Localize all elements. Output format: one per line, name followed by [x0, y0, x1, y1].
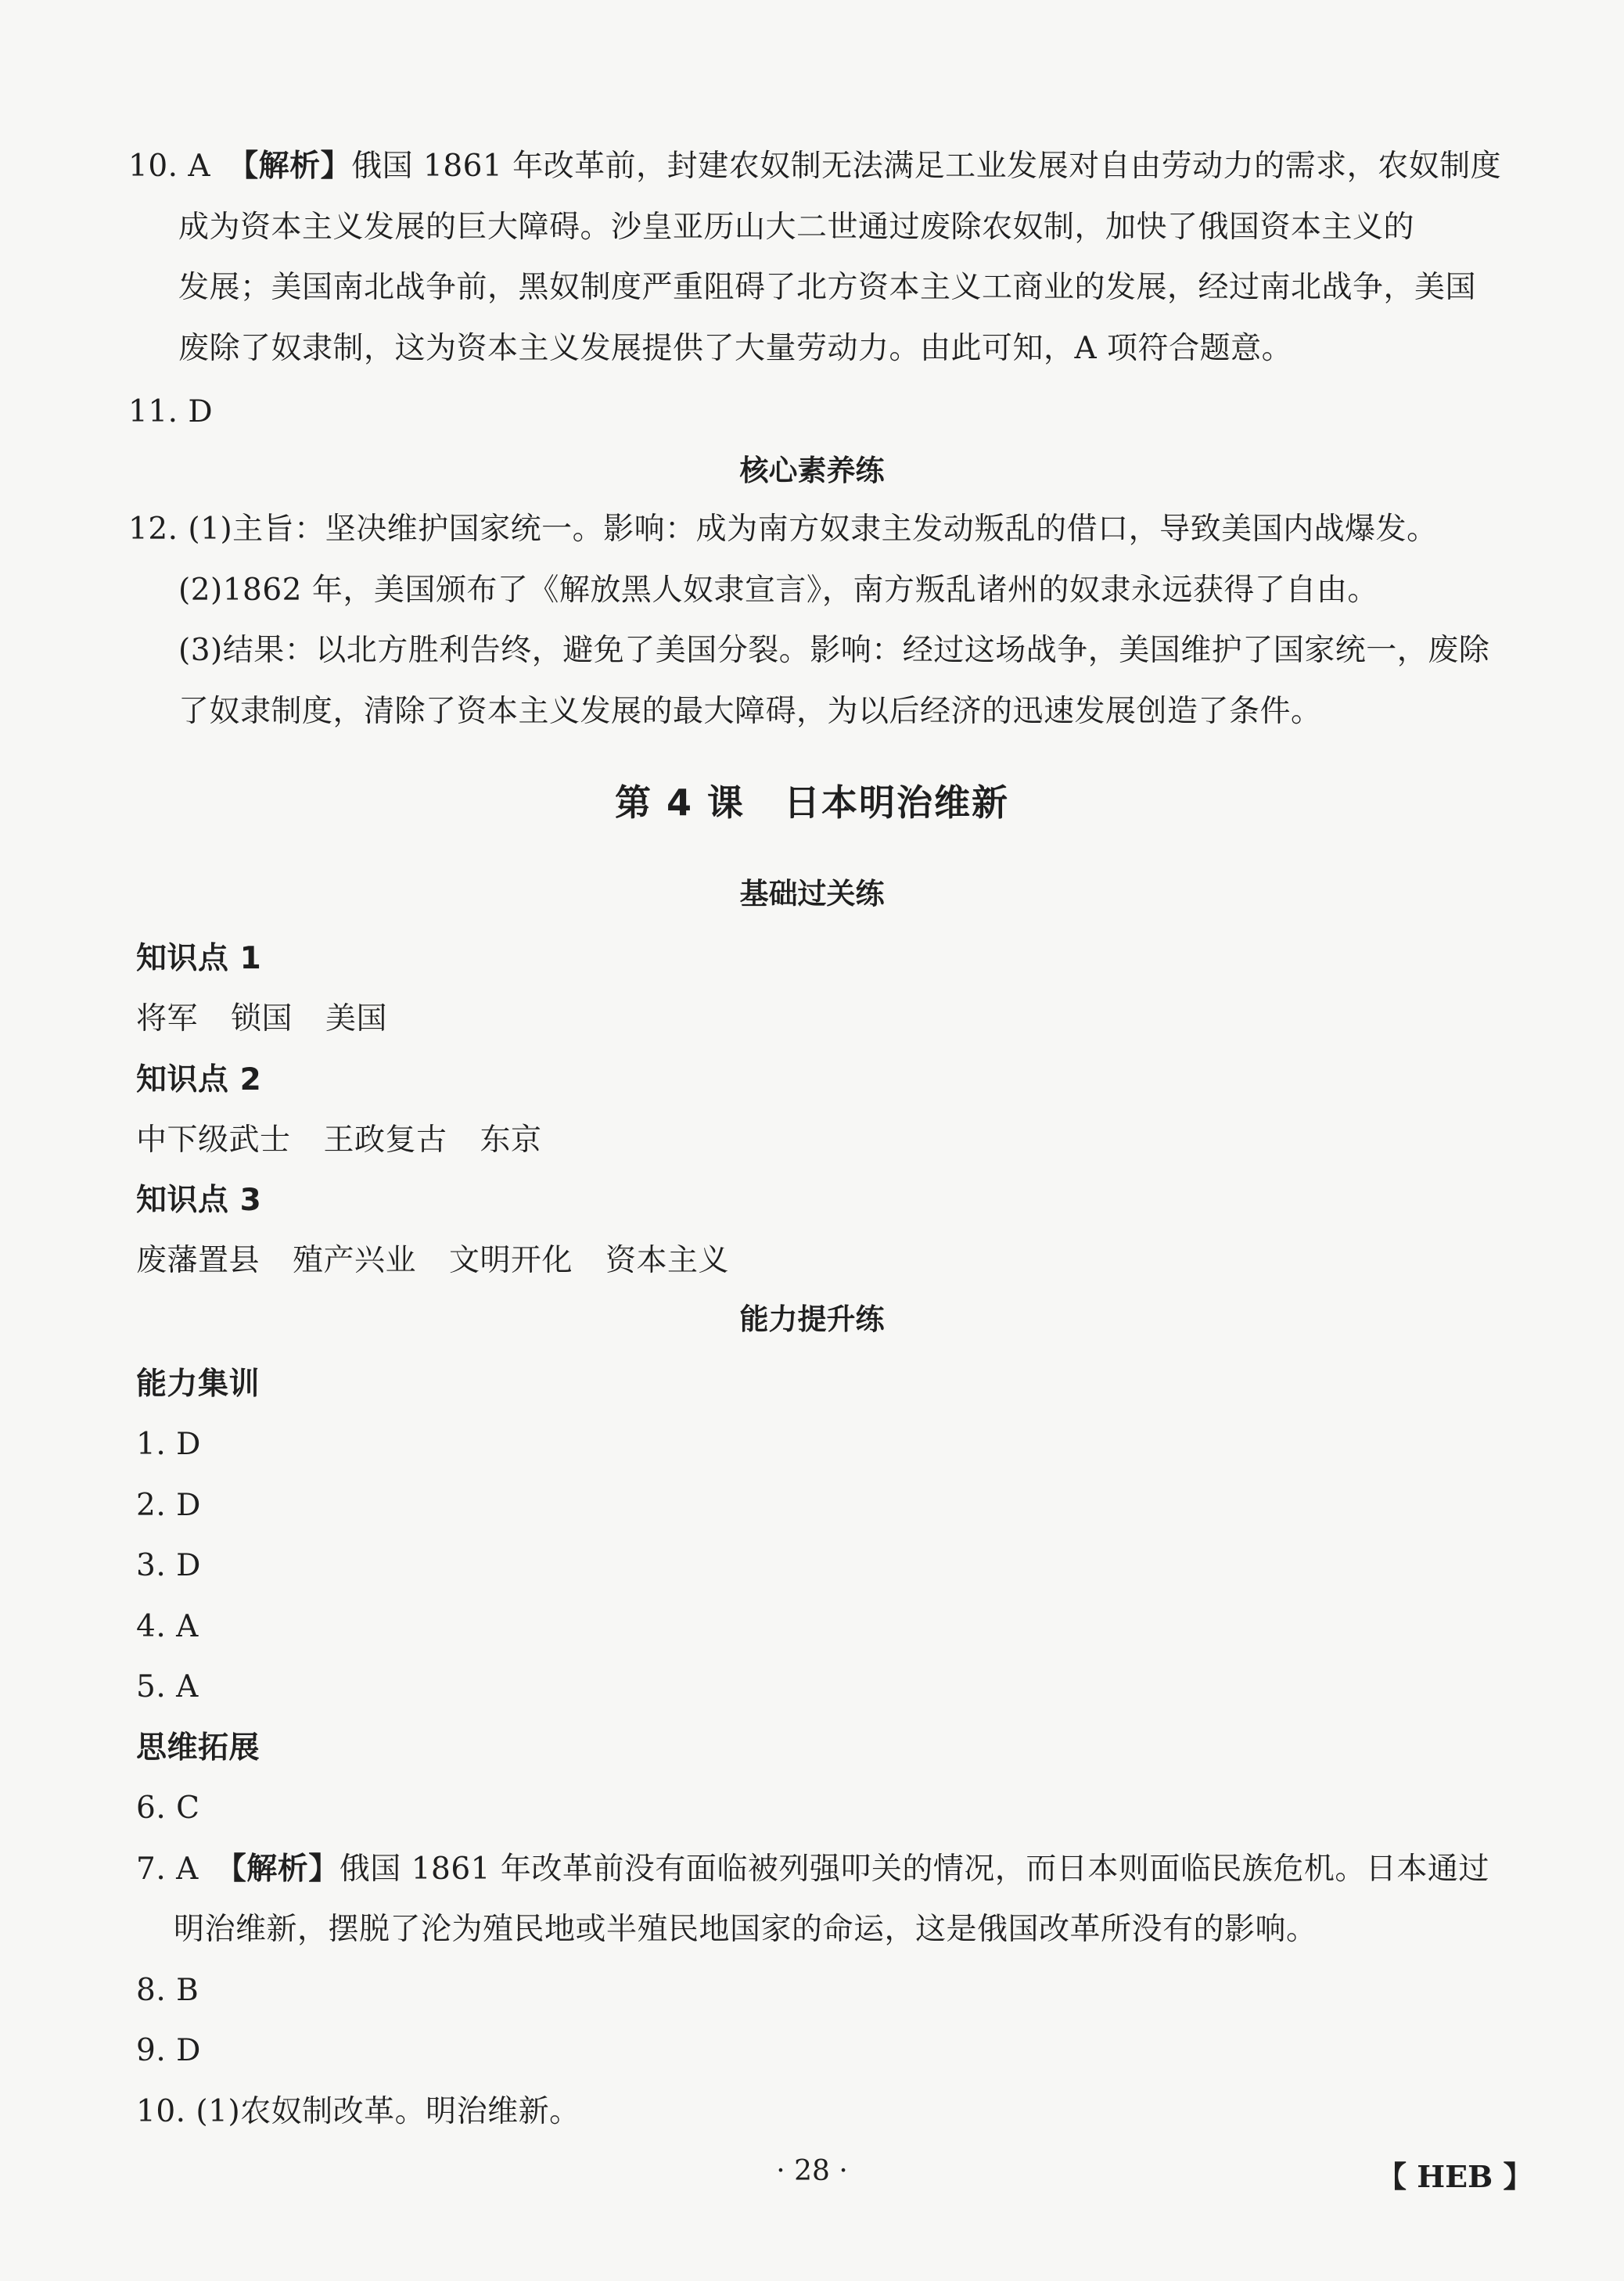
q11-answer: 11. D: [128, 394, 214, 429]
basic-section-title: 基础过关练: [739, 877, 885, 911]
q8-answer: 8. B: [136, 1973, 199, 2008]
q10-line1: 俄国 1861 年改革前，封建农奴制无法满足工业发展对自由劳动力的需求，农奴制度: [351, 149, 1502, 184]
ability-section-title: 能力提升练: [739, 1302, 885, 1336]
kp3-item: 殖产兴业: [293, 1243, 417, 1278]
q12-line3: (3)结果：以北方胜利告终，避免了美国分裂。影响：经过这场战争，美国维护了国家统一，废除: [178, 633, 1490, 668]
kp2-item: 中下级武士: [136, 1123, 291, 1158]
kp2-item: 东京: [480, 1123, 542, 1158]
kp3-item: 文明开化: [449, 1243, 573, 1278]
kp1-item: 美国: [325, 1001, 388, 1036]
kp1-answers: [136, 1001, 388, 1036]
page-number: · 28 ·: [776, 2155, 848, 2187]
thinking-heading: 思维拓展: [136, 1730, 260, 1766]
kp1-label: 知识点 1: [136, 941, 262, 976]
lesson-name: 日本明治维新: [784, 781, 1010, 824]
q10b-answer: 10. (1)农奴制改革。明治维新。: [136, 2094, 580, 2129]
q12-line4: 了奴隶制度，清除了资本主义发展的最大障碍，为以后经济的迅速发展创造了条件。: [178, 694, 1322, 729]
publisher-badge: 【 HEB 】: [1377, 2159, 1533, 2194]
answer-4: 4. A: [136, 1609, 199, 1644]
q7-line1: 俄国 1861 年改革前没有面临被列强叩关的情况，而日本则面临民族危机。日本通过: [339, 1852, 1489, 1887]
q10-first-line: [128, 149, 1502, 184]
kp1-item: 锁国: [231, 1001, 293, 1036]
kp3-item: 资本主义: [605, 1243, 730, 1278]
q7-number: 7. A: [136, 1852, 199, 1887]
answer-3: 3. D: [136, 1548, 201, 1583]
kp3-answers: [136, 1245, 729, 1276]
q10-analysis-tag: 【解析】: [228, 149, 352, 184]
ability-train-heading: 能力集训: [136, 1367, 260, 1402]
answer-1: 1. D: [136, 1427, 201, 1462]
answer-5: 5. A: [136, 1669, 199, 1704]
lesson-number: 第 4 课: [614, 781, 746, 824]
core-section-title: 核心素养练: [739, 454, 885, 487]
lesson-title: [0, 781, 1624, 824]
kp3-item: 废藩置县: [136, 1243, 260, 1278]
q7-analysis-tag: 【解析】: [215, 1852, 340, 1887]
kp2-item: 王政复古: [323, 1123, 447, 1158]
q9-answer: 9. D: [136, 2033, 201, 2068]
q12-line2: (2)1862 年，美国颁布了《解放黑人奴隶宣言》，南方叛乱诸州的奴隶永远获得了自由。: [178, 573, 1378, 608]
kp3-label: 知识点 3: [136, 1183, 262, 1218]
answer-2: 2. D: [136, 1488, 201, 1523]
q10-line3: 发展；美国南北战争前，黑奴制度严重阻碍了北方资本主义工商业的发展，经过南北战争，美国: [178, 270, 1477, 305]
q10-line2: 成为资本主义发展的巨大障碍。沙皇亚历山大二世通过废除农奴制，加快了俄国资本主义的: [178, 210, 1415, 245]
kp2-label: 知识点 2: [136, 1062, 262, 1097]
q10-line4: 废除了奴隶制，这为资本主义发展提供了大量劳动力。由此可知，A 项符合题意。: [178, 331, 1293, 366]
q6-answer: 6. C: [136, 1791, 200, 1826]
q10-number: 10. A: [128, 149, 211, 184]
q7-first-line: [136, 1852, 1489, 1887]
kp2-answers: [136, 1123, 542, 1158]
kp1-item: 将军: [136, 1001, 199, 1036]
q7-line2: 明治维新，摆脱了沦为殖民地或半殖民地国家的命运，这是俄国改革所没有的影响。: [174, 1912, 1317, 1947]
q12-line1: 12. (1)主旨：坚决维护国家统一。影响：成为南方奴隶主发动叛乱的借口，导致美国内战爆发。: [128, 512, 1438, 547]
